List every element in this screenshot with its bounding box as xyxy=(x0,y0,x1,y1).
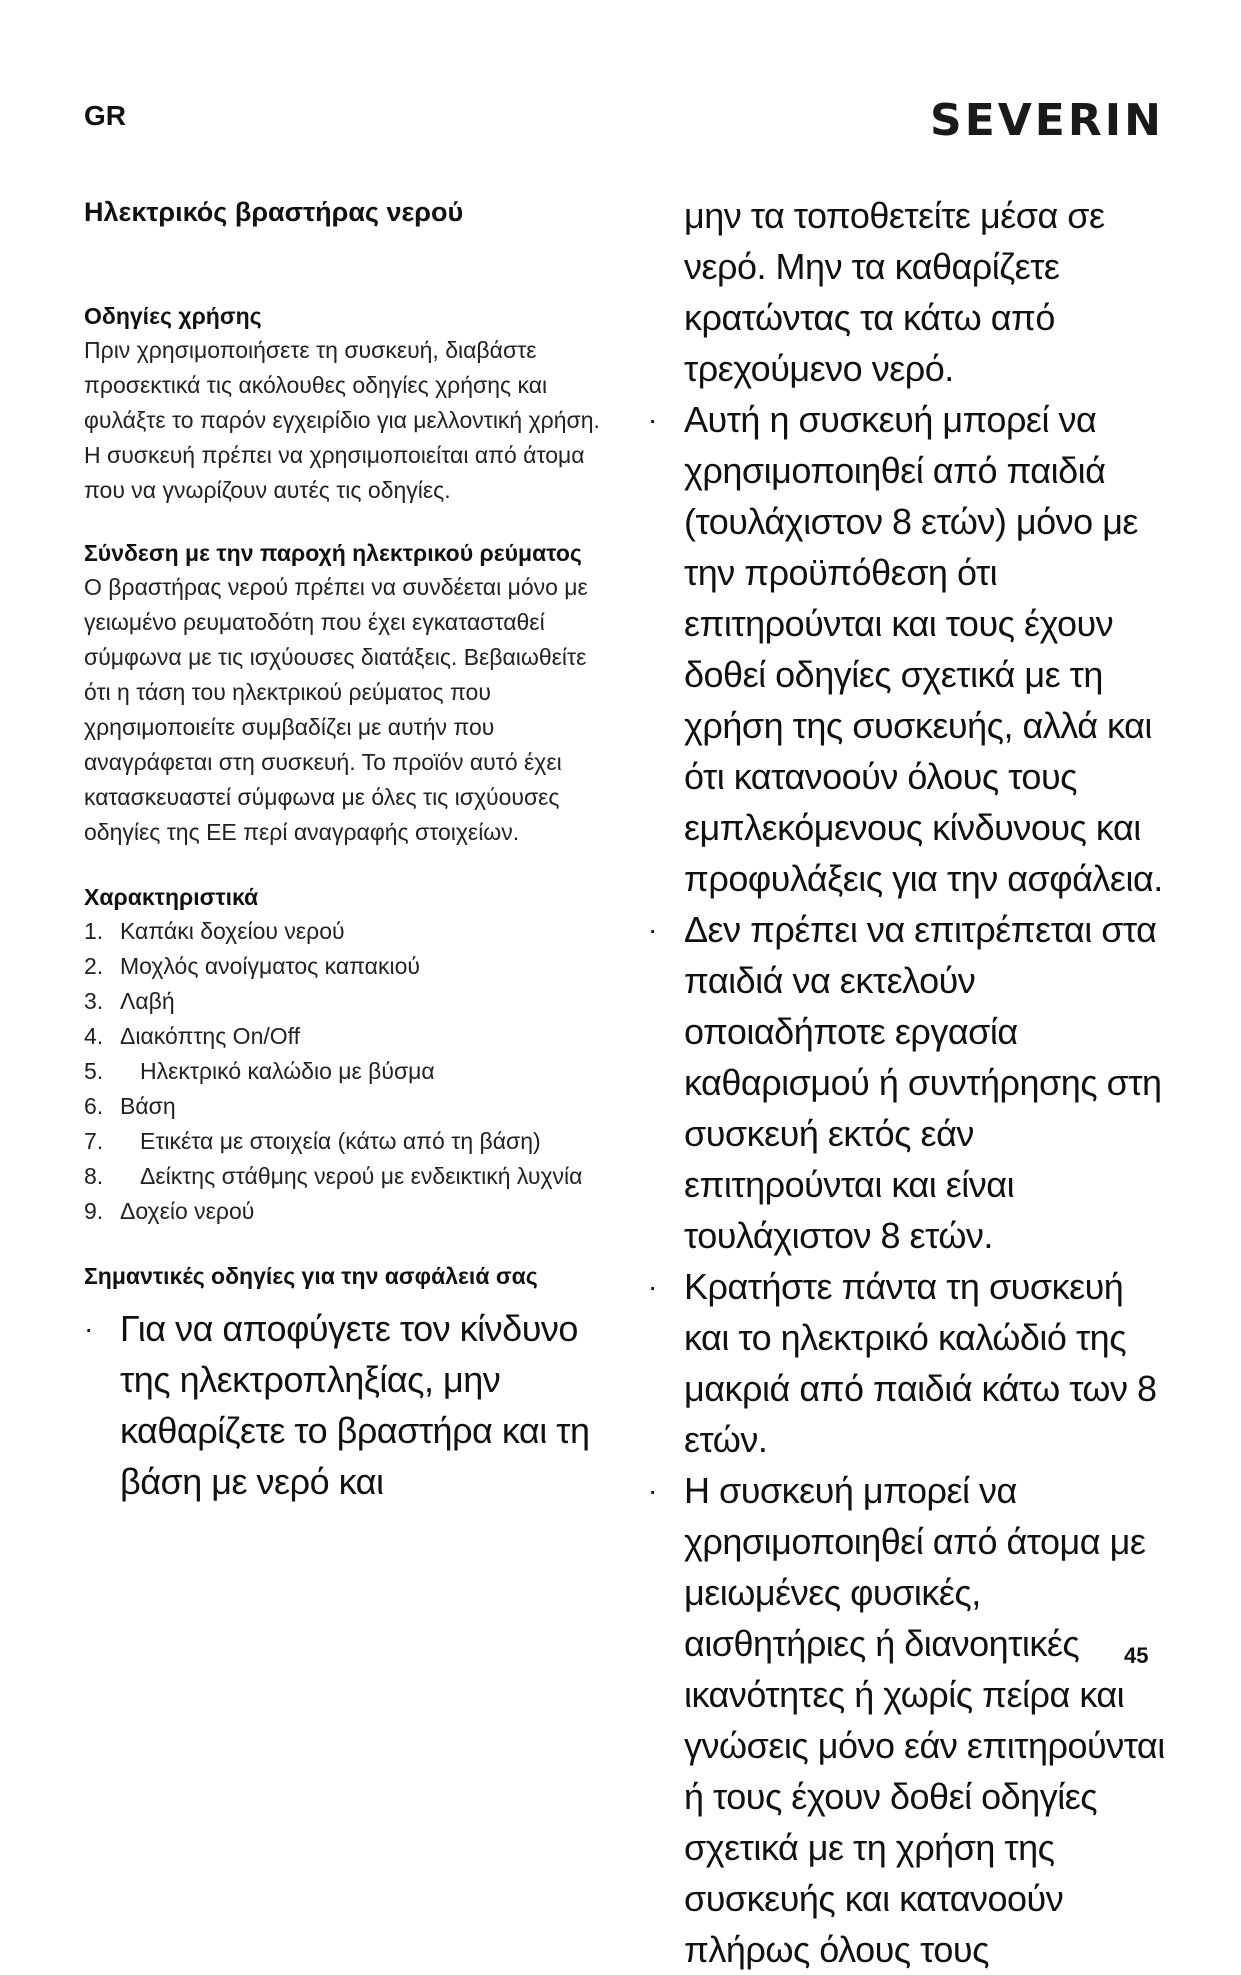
list-item xyxy=(648,904,1168,1261)
list-item xyxy=(84,1159,614,1194)
item-number: 1. xyxy=(84,918,104,944)
item-number: 7. xyxy=(84,1128,104,1154)
list-item xyxy=(648,394,1168,904)
item-text: Διακόπτης On/Off xyxy=(120,1023,301,1049)
features-list xyxy=(84,914,614,1229)
left-column xyxy=(84,195,614,1507)
right-column xyxy=(648,190,1168,1975)
brand-logo: SEVERIN xyxy=(930,95,1164,146)
usage-body: Πριν χρησιμοποιήσετε τη συσκευή, διαβάστε προσεκτικά τις ακόλουθες οδηγίες χρήσης και φυλάξτε το παρόν εγχειρίδιο για μελλοντική χρήση. Η συσκευή πρέπει να χρησιμοποιείται από άτομα που να γνωρίζουν αυτές τις οδηγίες. xyxy=(84,337,600,503)
safety-list-start xyxy=(84,1303,614,1507)
usage-heading: Οδηγίες χρήσης xyxy=(84,303,262,329)
bullet-icon: · xyxy=(648,404,657,435)
bullet-text: Αυτή η συσκευή μπορεί να χρησιμοποιηθεί από παιδιά (τουλάχιστον 8 ετών) μόνο με την προϋπόθεση ότι επιτηρούνται και τους έχουν δοθεί οδηγίες σχετικά με τη χρήση της συσκευής, αλλά και ότι κατανοούν όλους τους εμπλεκόμενους κίνδυνους και προφυλάξεις για την ασφάλεια. xyxy=(684,399,1163,899)
item-text: Ετικέτα με στοιχεία (κάτω από τη βάση) xyxy=(140,1128,541,1154)
list-item xyxy=(84,914,614,949)
bullet-continuation: μην τα τοποθετείτε μέσα σε νερό. Μην τα καθαρίζετε κρατώντας τα κάτω από τρεχούμενο νερό. xyxy=(684,195,1105,389)
item-text: Λαβή xyxy=(120,988,175,1014)
bullet-icon: · xyxy=(648,1475,657,1506)
list-item xyxy=(84,949,614,984)
list-item xyxy=(84,1089,614,1124)
item-text: Καπάκι δοχείου νερού xyxy=(120,918,345,944)
item-text: Δοχείο νερού xyxy=(120,1198,255,1224)
item-number: 4. xyxy=(84,1023,104,1049)
list-item xyxy=(648,1465,1168,1975)
item-number: 3. xyxy=(84,988,104,1014)
list-item xyxy=(648,1261,1168,1465)
item-number: 5. xyxy=(84,1058,104,1084)
item-text: Βάση xyxy=(120,1093,176,1119)
bullet-icon: · xyxy=(648,1271,657,1302)
bullet-text: Για να αποφύγετε τον κίνδυνο της ηλεκτροπληξίας, μην καθαρίζετε το βραστήρα και τη βάση με νερό και xyxy=(120,1308,590,1502)
language-code: GR xyxy=(84,100,126,131)
features-heading: Χαρακτηριστικά xyxy=(84,884,259,910)
page-title: Ηλεκτρικός βραστήρας νερού xyxy=(84,197,464,227)
safety-list xyxy=(648,394,1168,1975)
list-item xyxy=(84,1303,614,1507)
item-text: Μοχλός ανοίγματος καπακιού xyxy=(120,953,420,979)
item-text: Ηλεκτρικό καλώδιο με βύσμα xyxy=(140,1058,435,1084)
bullet-icon: · xyxy=(84,1313,93,1344)
item-number: 6. xyxy=(84,1093,104,1119)
item-number: 8. xyxy=(84,1163,104,1189)
list-item xyxy=(84,1124,614,1159)
list-item xyxy=(84,1054,614,1089)
connection-body: Ο βραστήρας νερού πρέπει να συνδέεται μόνο με γειωμένο ρευματοδότη που έχει εγκατασταθεί σύμφωνα με τις ισχύουσες διατάξεις. Βεβαιωθείτε ότι η τάση του ηλεκτρικού ρεύματος που χρησιμοποιείτε συμβαδίζει με αυτήν που αναγράφεται στη συσκευή. Το προϊόν αυτό έχει κατασκευαστεί σύμφωνα με όλες τις ισχύουσες οδηγίες της ΕΕ περί αναγραφής στοιχείων. xyxy=(84,574,588,845)
safety-heading: Σημαντικές οδηγίες για την ασφάλειά σας xyxy=(84,1263,538,1289)
connection-heading: Σύνδεση με την παροχή ηλεκτρικού ρεύματος xyxy=(84,540,582,566)
bullet-text: Η συσκευή μπορεί να χρησιμοποιηθεί από άτομα με μειωμένες φυσικές, αισθητήριες ή διανοητικές ικανότητες ή χωρίς πείρα και γνώσεις μόνο εάν επιτηρούνται ή τους έχουν δοθεί οδηγίες σχετικά με τη χρήση της συσκευής και κατανοούν πλήρως όλους τους xyxy=(684,1470,1165,1970)
bullet-text: Δεν πρέπει να επιτρέπεται στα παιδιά να εκτελούν οποιαδήποτε εργασία καθαρισμού ή συντήρησης στη συσκευή εκτός εάν επιτηρούνται και είναι τουλάχιστον 8 ετών. xyxy=(684,909,1162,1256)
list-item xyxy=(84,984,614,1019)
bullet-icon: · xyxy=(648,914,657,945)
bullet-text: Κρατήστε πάντα τη συσκευή και το ηλεκτρικό καλώδιό της μακριά από παιδιά κάτω των 8 ετών. xyxy=(684,1266,1157,1460)
list-item xyxy=(84,1019,614,1054)
page-number: 45 xyxy=(1124,1643,1149,1668)
item-number: 9. xyxy=(84,1198,104,1224)
list-item xyxy=(84,1194,614,1229)
item-number: 2. xyxy=(84,953,104,979)
item-text: Δείκτης στάθμης νερού με ενδεικτική λυχνία xyxy=(140,1163,583,1189)
